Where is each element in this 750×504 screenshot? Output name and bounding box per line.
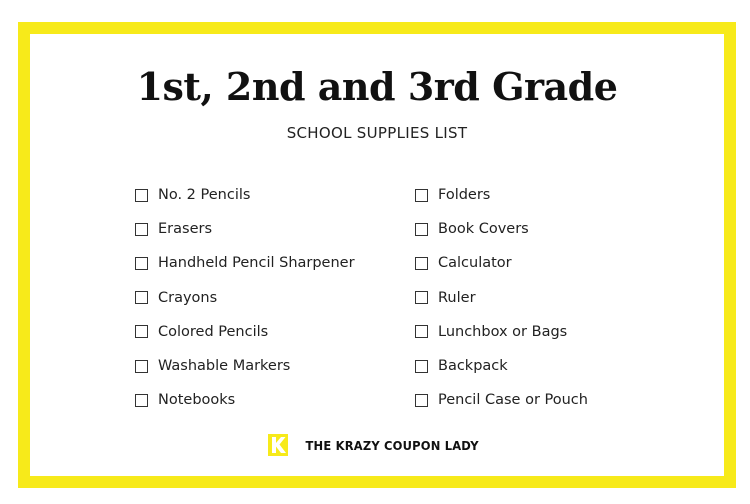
checklist-item[interactable] [415,315,588,349]
checkbox[interactable] [135,189,148,202]
yellow-frame [18,22,736,488]
checklist-item[interactable] [135,246,355,280]
checkbox[interactable] [415,394,428,407]
checklist-item[interactable] [135,315,355,349]
brand-footer [30,434,724,456]
checklist-item[interactable] [415,212,588,246]
checklist-item[interactable] [135,178,355,212]
checklist-item[interactable] [415,349,588,383]
checklist-item-label: Pencil Case or Pouch [438,392,588,409]
checkbox[interactable] [415,223,428,236]
checklist-item[interactable] [415,178,588,212]
checklist-item[interactable] [415,383,588,417]
checkbox[interactable] [135,291,148,304]
checklist-item[interactable] [135,212,355,246]
checklist-item[interactable] [135,383,355,417]
checklist-item-label: Colored Pencils [158,323,269,340]
checkbox[interactable] [415,325,428,338]
checklist-item-label: Washable Markers [158,358,291,375]
krazy-coupon-lady-logo-icon [268,434,288,456]
page-title: 1st, 2nd and 3rd Grade [136,64,618,109]
checklist-item-label: Lunchbox or Bags [438,323,568,340]
checkbox[interactable] [415,360,428,373]
checklist-item[interactable] [135,281,355,315]
checklist-item-label: Calculator [438,255,512,272]
checkbox[interactable] [135,257,148,270]
checklist-item-label: Book Covers [438,221,529,238]
checklist-item-label: Ruler [438,289,476,306]
checklist-item[interactable] [135,349,355,383]
checkbox[interactable] [415,291,428,304]
checklist-item-label: Crayons [158,289,218,306]
checkbox[interactable] [415,257,428,270]
checklist-right-column [415,178,588,417]
brand-name: THE KRAZY COUPON LADY [305,437,479,453]
checklist-item-label: Backpack [438,358,508,375]
checklist-item-label: Folders [438,187,491,204]
checklist-item-label: Handheld Pencil Sharpener [158,255,355,272]
page-subtitle: SCHOOL SUPPLIES LIST [286,124,468,142]
checklist-item-label: Notebooks [158,392,236,409]
checklist-item[interactable] [415,281,588,315]
checkbox[interactable] [135,223,148,236]
checklist-item[interactable] [415,246,588,280]
checklist-left-column [135,178,355,417]
checkbox[interactable] [135,394,148,407]
checkbox[interactable] [135,325,148,338]
checkbox[interactable] [135,360,148,373]
checklist-item-label: No. 2 Pencils [158,187,251,204]
checklist-item-label: Erasers [158,221,212,238]
checkbox[interactable] [415,189,428,202]
